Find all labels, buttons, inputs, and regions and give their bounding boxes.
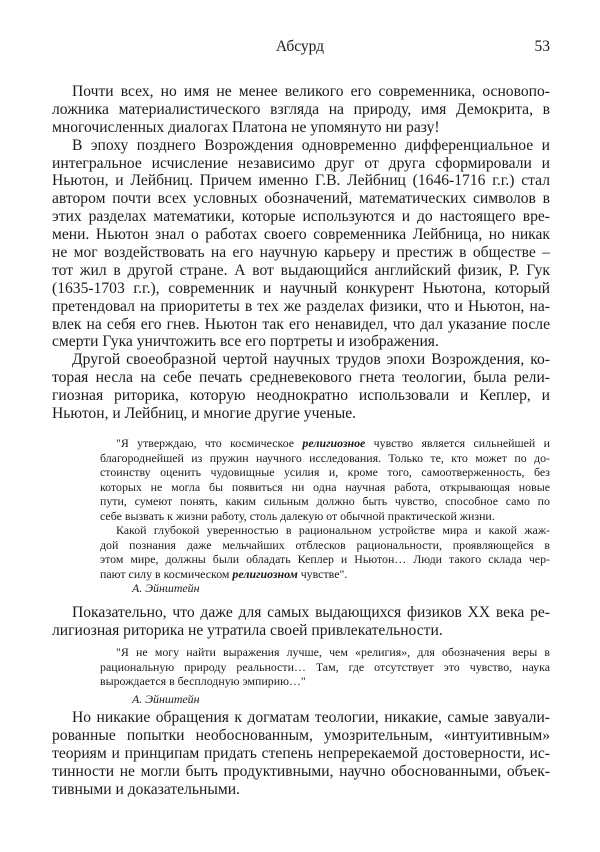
quote-attribution: А. Эйнштейн (132, 691, 200, 706)
quote-attribution: А. Эйнштейн (132, 581, 200, 595)
page-number: 53 (534, 38, 550, 55)
quote-line: вырождается в бесплодную эмпирию…" (100, 674, 306, 688)
quote-line: Какой глубокой уверенностью в рациональном устройстве мира и какой жаж- (116, 523, 550, 537)
quote-line: себе вызвать к жизни работу, столь далекую от обычной практической жизни. (100, 508, 495, 523)
text-line: рованные попытки необоснованным, умозрительным, «интуитивным» (52, 726, 550, 744)
paragraph-democritus (52, 83, 550, 137)
quote-line: благороднейшей из пружин научного исследования. Только те, кто может по до- (100, 450, 550, 465)
paragraph-religious-rhetoric (52, 351, 550, 423)
text-line: автором почти всех условных обозначений, математических символов в (52, 190, 550, 208)
text-line: не мог воздействовать на его научную карьеру и престиж в обществе – (52, 244, 550, 262)
body-text-top (52, 83, 550, 423)
quote-line: "Я утверждаю, что космическое религиозное чувство является сильнейшей и (116, 436, 550, 450)
quote-line: рациональную природу реальности… Там, где отсутствует это чувство, наука (100, 659, 550, 674)
text-line: Ньютон, и Лейбниц. Причем именно Г.В. Лейбниц (1646-1716 г.г.) стал (52, 172, 550, 190)
text-line: Другой своеобразной чертой научных трудов эпохи Возрождения, ко- (72, 351, 550, 369)
text-line: В эпоху позднего Возрождения одновременно дифференциальное и (72, 136, 550, 154)
emphasis-religious: религиозное (302, 436, 366, 450)
text-line: смерти Гука уничтожить все его портреты и изображения. (52, 333, 439, 351)
text-line: претендовал на приоритеты в тех же разделах физики, что и Ньютон, на- (52, 297, 550, 315)
quote-line: "Я не могу найти выражения лучше, чем «религия», для обозначения веры в (116, 645, 550, 659)
text-line: многочисленных диалогах Платона не упомянуто ни разу! (52, 118, 440, 136)
quote-line: дой познания даже мельчайших отблесков рациональности, проявляющейся в (100, 537, 550, 552)
quote-line: которых не могла бы появиться ни одна научная работа, открывающая новые (100, 479, 550, 494)
text-line: ложника материалистического взгляда на природу, имя Демокрита, в (52, 100, 550, 118)
text-line: тот жил в другой стране. А вот выдающийся английский физик, Р. Гук (52, 261, 550, 279)
text-line: Показательно, что даже для самых выдающихся физиков XX века ре- (72, 604, 550, 621)
paragraph-conclusion (52, 709, 550, 798)
text-line: этих разделах математики, которые используются и до настоящего вре- (52, 208, 550, 226)
text-line: гиозная риторика, которую неоднократно использовали и Кеплер, и (52, 387, 550, 405)
text-line: Но никакие обращения к догматам теологии, никакие, самые завуали- (72, 709, 550, 726)
quote-line: пают силу в космическом религиозном чувстве". (100, 566, 348, 581)
text-line: тинности не могли быть продуктивными, научно обоснованными, объек- (52, 762, 550, 780)
text-line: Ньютон, и Лейбниц, и многие другие ученые. (52, 405, 357, 423)
quote-line: стоинству оценить чудовищные усилия и, кроме того, самоотверженность, без (100, 465, 550, 479)
quote-line: пути, сумеют понять, каким сильным должно быть чувство, способное само по (100, 494, 550, 508)
text-line: тивными и доказательными. (52, 780, 240, 798)
text-line: теориям и принципам придать степень непререкаемой достоверности, ис- (52, 744, 550, 762)
paragraph-newton-leibniz (52, 137, 550, 352)
text-line: лигиозная риторика не утратила своей привлекательности. (52, 621, 443, 639)
running-header-title: Абсурд (275, 38, 325, 55)
text-line: Почти всех, но имя не менее великого его современника, основопо- (72, 83, 550, 100)
text-line: (1635-1703 г.г.), современник и научный конкурент Ньютона, который (52, 279, 550, 297)
einstein-quote-1 (100, 436, 550, 596)
text-line: мени. Ньютон знал о работах своего современника Лейбница, но никак (52, 226, 550, 244)
einstein-quote-2 (100, 645, 550, 706)
text-line: влек на себя его гнев. Ньютон так его ненавидел, что дал указание после (52, 315, 550, 333)
paragraph-xx-century (52, 604, 550, 640)
emphasis-religious: религиозном (232, 566, 298, 581)
text-line: торая несла на себе печать средневекового гнета теологии, была рели- (52, 369, 550, 387)
quote-line: этом мире, должны были обладать Кеплер и Ньютон… Люди такого склада чер- (100, 552, 550, 566)
text-line: интегральное исчисление независимо друг от друга сформировали и (52, 154, 550, 172)
